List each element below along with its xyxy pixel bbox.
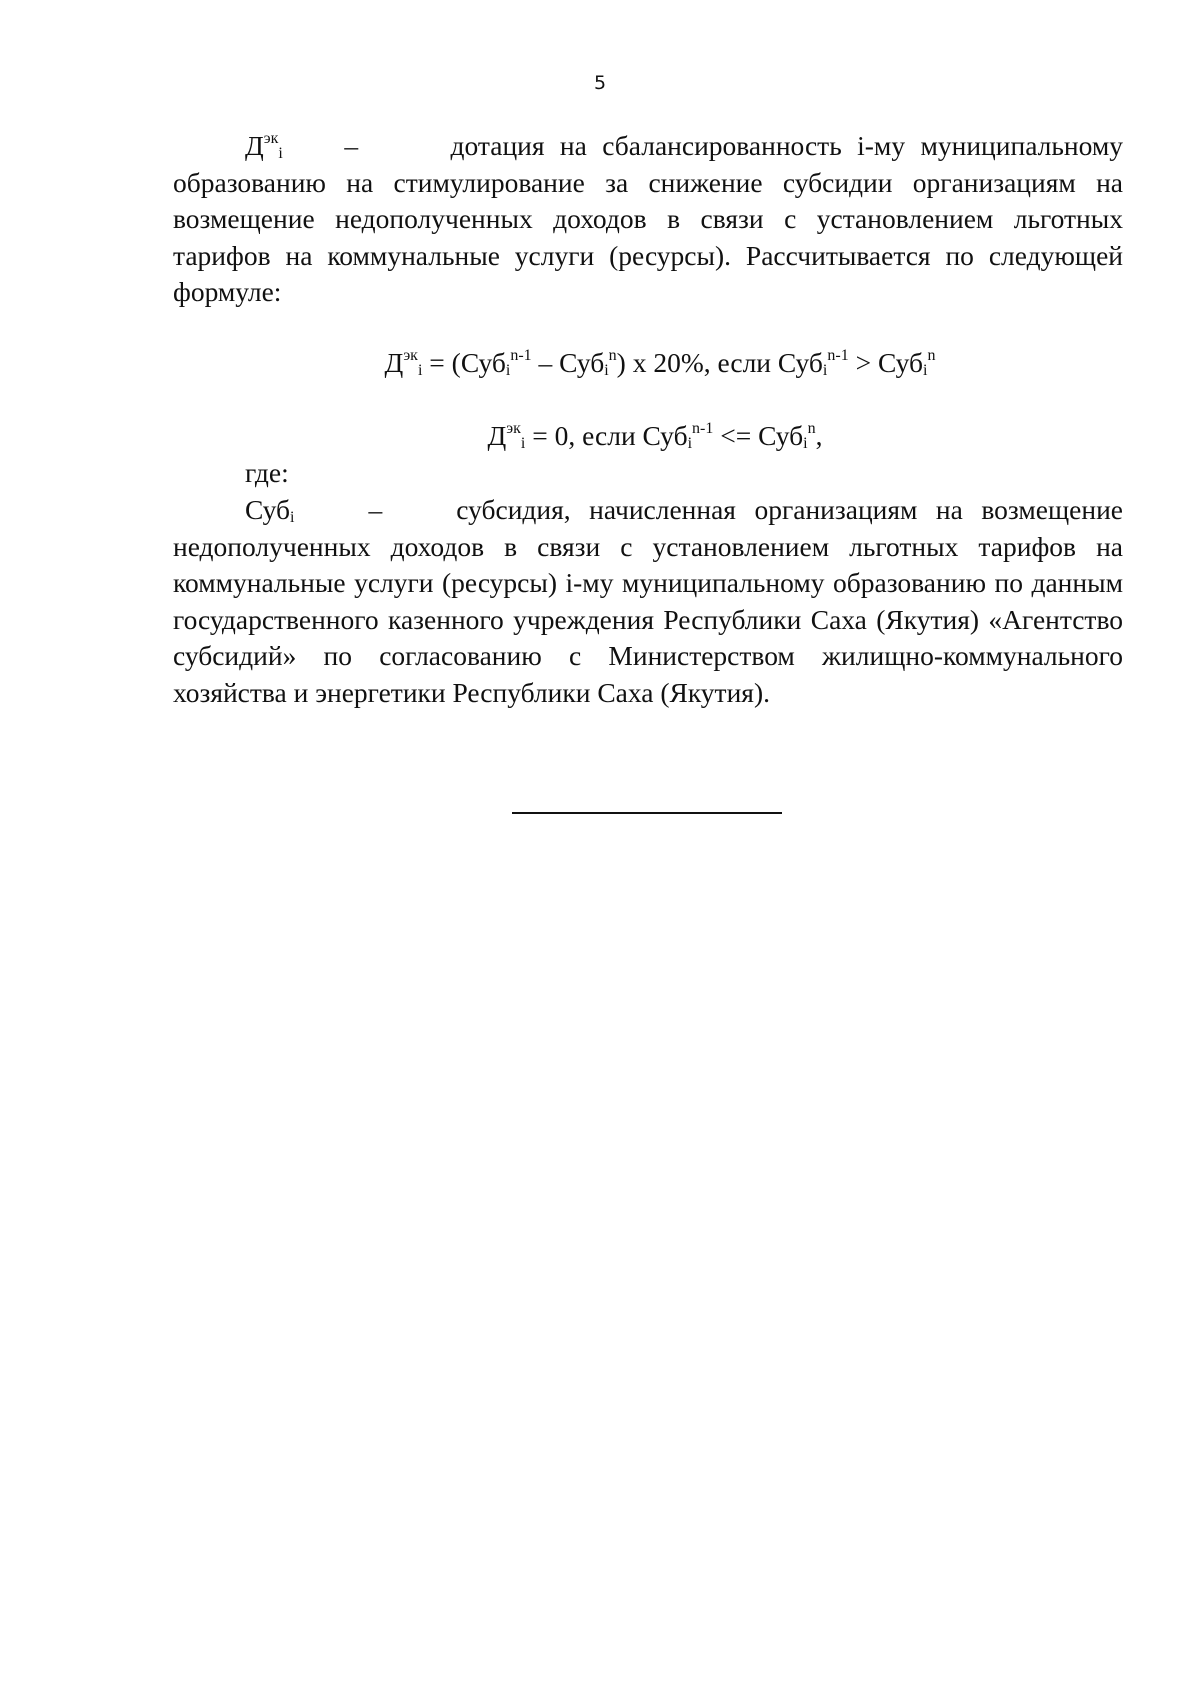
symbol-dek: $Д^{эк}_i$ <box>245 130 283 162</box>
definition-dash: – <box>368 494 383 525</box>
symbol-sub: Суб$_i$ <box>245 494 295 526</box>
definition-dek-text: дотация на сбалансированность i-му муниципальному образованию на стимулирование за снижение субсидии организациям на возмещение недополученных доходов в связи с установлением льготных тарифов на коммунальные услуги (ресурсы). Рассчитывается по следующей формуле: <box>173 130 1124 308</box>
definition-dek-paragraph <box>173 128 1123 311</box>
where-label: где: <box>245 457 289 488</box>
end-separator-line <box>512 812 782 814</box>
formula-dek-reduction: $Д^{эк}_i = (Суб_i^{n-1} - Суб_i^n)$ х 20%, если Суб$_i^{n-1}$ > Суб$_i^n$ <box>384 347 936 379</box>
definition-sub-text: субсидия, начисленная организациям на возмещение недополученных доходов в связи с установлением льготных тарифов на коммунальные услуги (ресурсы) i-му муниципальному образованию по данным государственного казенного учреждения Республики Саха (Якутия) «Агентство субсидий» по согласованию с Министерством жилищно-коммунального хозяйства и энергетики Республики Саха (Якутия). <box>173 494 1124 708</box>
formula-dek-zero: $Д^{эк}_i = 0$, если Суб$_i^{n-1}$ <= Суб$_i^n$, <box>487 420 823 452</box>
definition-dash: – <box>344 130 359 161</box>
page-number: 5 <box>593 72 607 94</box>
definition-sub-paragraph <box>173 492 1123 712</box>
